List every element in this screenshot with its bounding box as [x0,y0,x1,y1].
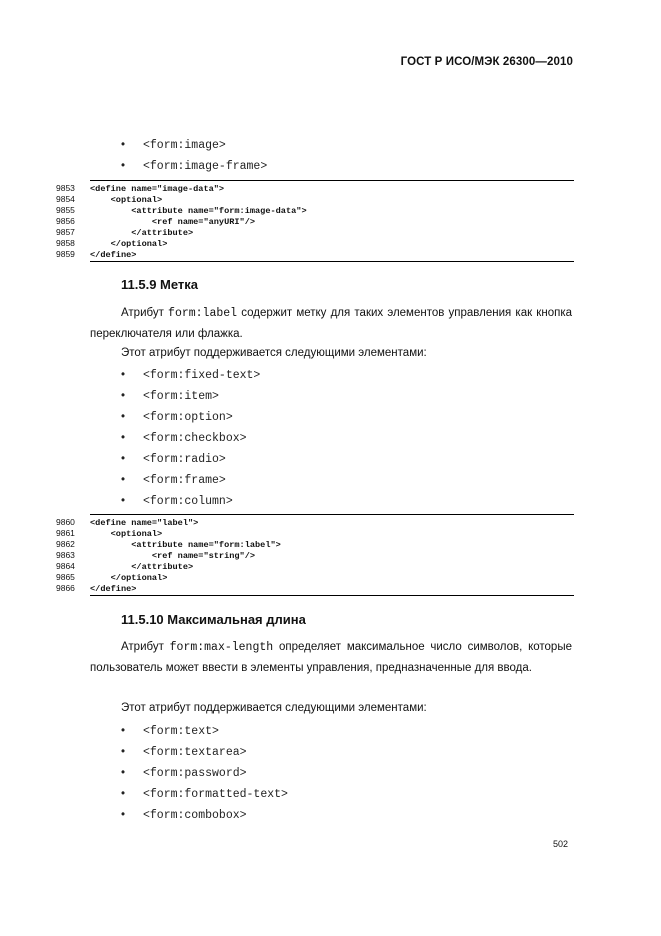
list-item: • <form:formatted-text> [121,784,288,805]
bullet-icon: • [121,474,126,486]
list-item: • <form:password> [121,763,247,784]
bullet-icon: • [121,725,126,737]
bullet-icon: • [121,369,126,381]
list-item: • <form:radio> [121,449,226,470]
code-line: 9853 <define name="image-data"> [56,183,225,194]
bullet-icon: • [121,788,126,800]
list-item: • <form:image> [121,135,226,156]
bullet-icon: • [121,390,126,402]
list-item: • <form:textarea> [121,742,247,763]
bullet-icon: • [121,139,126,151]
code-bottom-rule [90,595,574,596]
code-line: 9863 <ref name="string"/> [56,550,256,561]
bullet-icon: • [121,453,126,465]
code-line: 9862 <attribute name="form:label"> [56,539,281,550]
section-heading-max-length: 11.5.10 Максимальная длина [121,612,306,627]
list-item: • <form:column> [121,491,233,512]
section-paragraph: Атрибут form:label содержит метку для таких элементов управления как кнопка переключателя или флажка. [90,307,572,340]
page-number: 502 [553,839,569,849]
code-line: 9858 </optional> [56,238,168,249]
code-line: 9857 </attribute> [56,227,194,238]
list-item: • <form:combobox> [121,805,247,826]
code-line: 9865 </optional> [56,572,168,583]
code-line: 9855 <attribute name="form:image-data"> [56,205,307,216]
list-item: • <form:checkbox> [121,428,247,449]
section-paragraph: Атрибут form:max-length определяет максимальное число символов, которые пользователь может ввести в элементы управления, предназначенные для ввода. [90,641,572,674]
list-item: • <form:fixed-text> [121,365,260,386]
code-top-rule [90,514,574,515]
attribute-name: form:label [168,307,238,320]
bullet-icon: • [121,767,126,779]
attribute-name: form:max-length [169,641,274,654]
code-line: 9860 <define name="label"> [56,517,199,528]
list-item: • <form:image-frame> [121,156,267,177]
code-line: 9854 <optional> [56,194,163,205]
list-item: • <form:option> [121,407,233,428]
list-item: • <form:frame> [121,470,226,491]
list-item: • <form:text> [121,721,219,742]
elements-intro: Этот атрибут поддерживается следующими элементами: [121,702,427,714]
bullet-icon: • [121,411,126,423]
list-item: • <form:item> [121,386,219,407]
code-line: 9859 </define> [56,249,137,260]
document-header: ГОСТ Р ИСО/МЭК 26300—2010 [400,56,573,68]
code-top-rule [90,180,574,181]
code-line: 9856 <ref name="anyURI"/> [56,216,256,227]
section-heading-label: 11.5.9 Метка [121,277,199,292]
elements-intro: Этот атрибут поддерживается следующими элементами: [121,347,427,359]
bullet-icon: • [121,495,126,507]
code-line: 9866 </define> [56,583,137,594]
bullet-icon: • [121,809,126,821]
code-bottom-rule [90,261,574,262]
code-line: 9861 <optional> [56,528,163,539]
bullet-icon: • [121,160,126,172]
bullet-icon: • [121,746,126,758]
bullet-icon: • [121,432,126,444]
code-line: 9864 </attribute> [56,561,194,572]
